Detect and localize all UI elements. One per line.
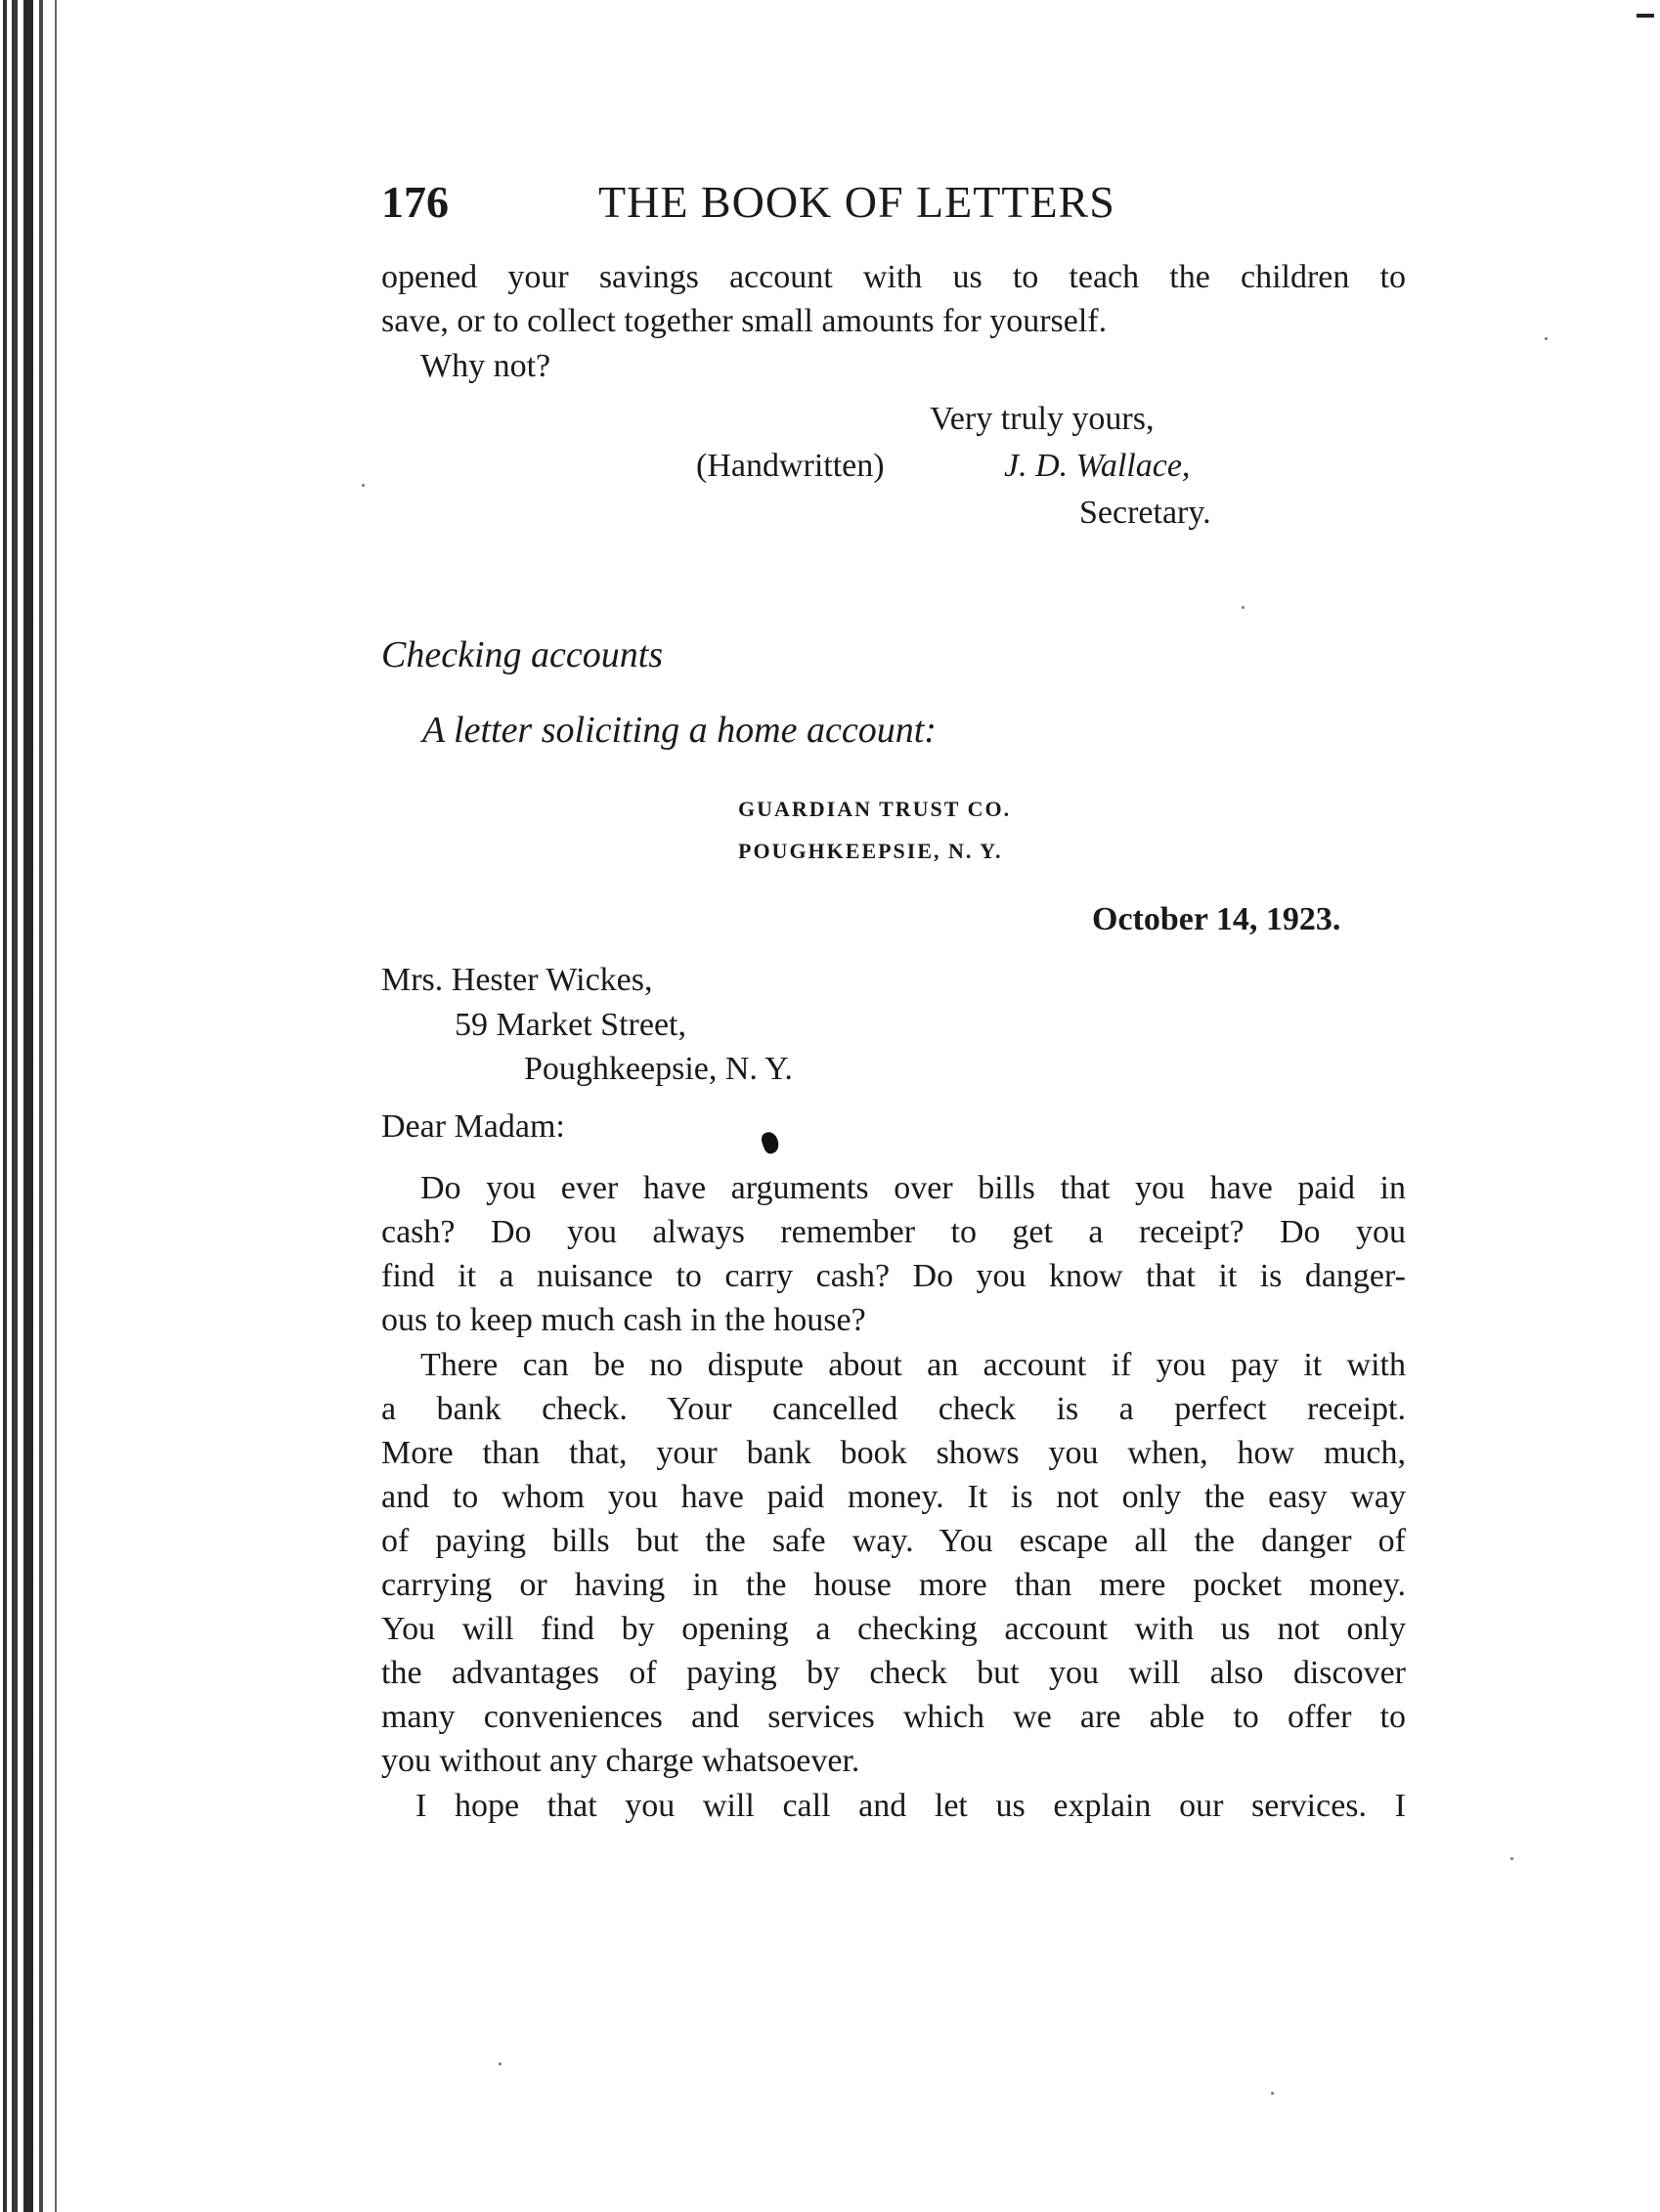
- para2-line: you without any charge whatsoever.: [381, 1743, 860, 1779]
- address-city: Poughkeepsie, N. Y.: [524, 1051, 793, 1087]
- para2-line: There can be no dispute about an account if you pay it with: [420, 1347, 1406, 1383]
- letter-date: October 14, 1923.: [1092, 901, 1341, 937]
- running-title: THE BOOK OF LETTERS: [598, 177, 1115, 227]
- para2-line: a bank check. Your cancelled check is a perfect receipt.: [381, 1391, 1406, 1427]
- para1-line: ous to keep much cash in the house?: [381, 1302, 866, 1338]
- scan-speck: [1271, 2092, 1274, 2095]
- scan-speck: [1545, 337, 1548, 340]
- salutation: Dear Madam:: [381, 1108, 565, 1145]
- letterhead-city: POUGHKEEPSIE, N. Y.: [738, 839, 1003, 863]
- prev-letter-line: opened your savings account with us to teach the children to: [381, 259, 1406, 295]
- prev-letter-closing: Very truly yours,: [930, 401, 1155, 437]
- handwritten-label: (Handwritten): [696, 448, 885, 484]
- page-number: 176: [381, 177, 449, 227]
- scan-speck: [1510, 1857, 1513, 1860]
- signature: J. D. Wallace,: [1004, 448, 1191, 484]
- address-name: Mrs. Hester Wickes,: [381, 962, 653, 998]
- scan-speck: [499, 2062, 502, 2065]
- para2-line: and to whom you have paid money. It is not only the easy way: [381, 1479, 1406, 1515]
- para2-line: More than that, your bank book shows you when, how much,: [381, 1435, 1406, 1471]
- prev-letter-why-not: Why not?: [420, 348, 551, 384]
- section-heading: Checking accounts: [381, 634, 664, 675]
- para2-line: many conveniences and services which we are able to offer to: [381, 1699, 1406, 1735]
- para2-line: of paying bills but the safe way. You escape all the danger of: [381, 1523, 1406, 1559]
- para1-line: find it a nuisance to carry cash? Do you know that it is danger-: [381, 1258, 1406, 1294]
- prev-letter-line: save, or to collect together small amounts for yourself.: [381, 303, 1108, 339]
- para2-line: the advantages of paying by check but you will also discover: [381, 1655, 1406, 1691]
- ink-blot: [760, 1130, 782, 1155]
- address-street: 59 Market Street,: [455, 1007, 686, 1043]
- section-subheading: A letter soliciting a home account:: [422, 710, 937, 751]
- para1-line: Do you ever have arguments over bills that you have paid in: [420, 1170, 1406, 1206]
- scan-speck: [1242, 606, 1245, 609]
- para2-line: carrying or having in the house more than mere pocket money.: [381, 1567, 1406, 1603]
- para2-line: You will find by opening a checking account with us not only: [381, 1611, 1406, 1647]
- para3-line: I hope that you will call and let us explain our services. I: [415, 1788, 1406, 1824]
- letterhead-company: GUARDIAN TRUST CO.: [738, 797, 1012, 821]
- para1-line: cash? Do you always remember to get a receipt? Do you: [381, 1214, 1406, 1250]
- signer-title: Secretary.: [1079, 495, 1211, 531]
- scan-speck: [362, 484, 365, 487]
